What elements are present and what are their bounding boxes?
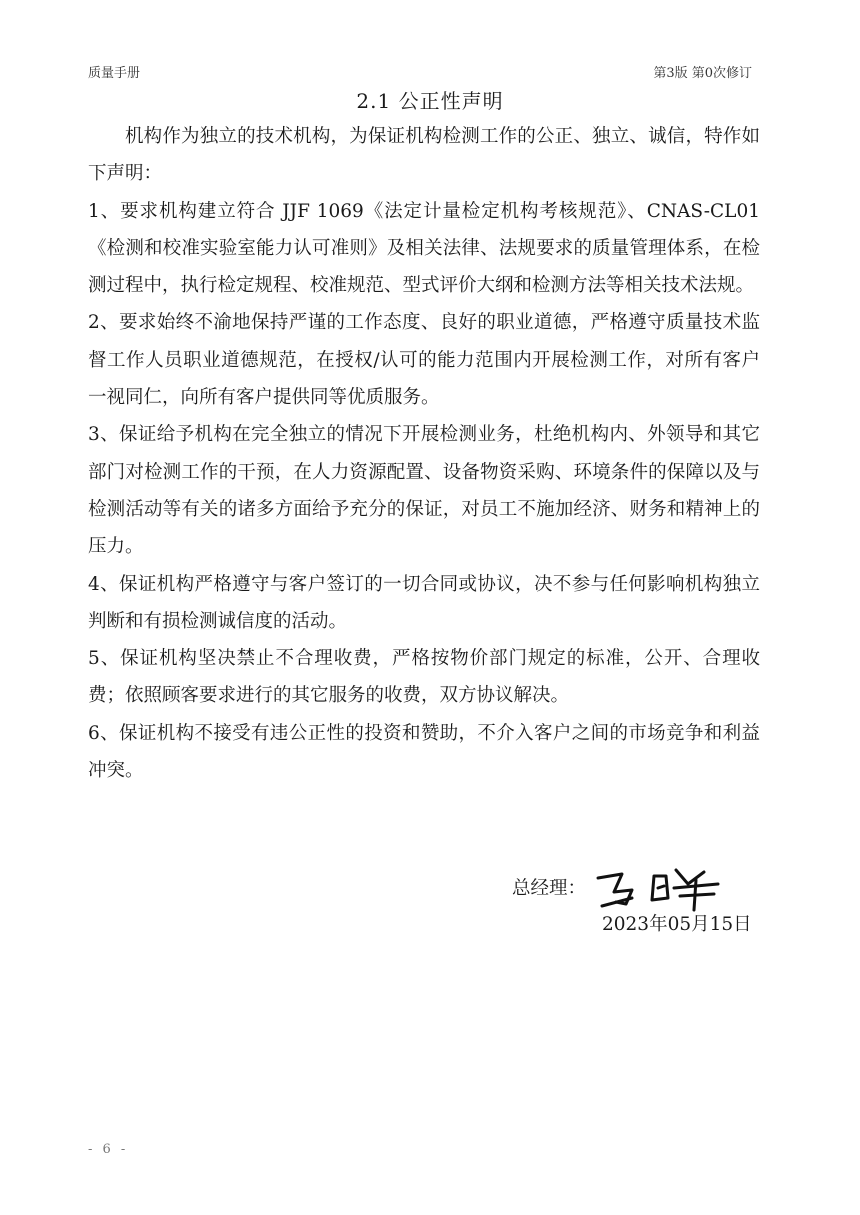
statement-item-5: 5、保证机构坚决禁止不合理收费，严格按物价部门规定的标准，公开、合理收费；依照顾客要求进行的其它服务的收费，双方协议解决。	[88, 648, 760, 707]
page-number: - 6 -	[88, 1142, 129, 1157]
statement-item-2: 2、要求始终不渝地保持严谨的工作态度、良好的职业道德，严格遵守质量技术监督工作人员职业道德规范，在授权/认可的能力范围内开展检测工作，对所有客户一视同仁，向所有客户提供同等优质服务。	[88, 312, 760, 409]
statement-item-6: 6、保证机构不接受有违公正性的投资和赞助，不介入客户之间的市场竞争和利益冲突。	[88, 722, 760, 782]
statement-item-1: 1、要求机构建立符合 JJF 1069《法定计量检定机构考核规范》、CNAS-CL01《检测和校准实验室能力认可准则》及相关法律、法规要求的质量管理体系，在检测过程中，执行检定规程、校准规范、型式评价大纲和检测方法等相关技术法规。	[88, 200, 760, 297]
page-title: 2.1 公正性声明	[356, 89, 504, 113]
statement-item-3: 3、保证给予机构在完全独立的情况下开展检测业务，杜绝机构内、外领导和其它部门对检测工作的干预，在人力资源配置、设备物资采购、环境条件的保障以及与检测活动等有关的诸多方面给予充分的保证，对员工不施加经济、财务和精神上的压力。	[88, 424, 760, 558]
statement-item-4: 4、保证机构严格遵守与客户签订的一切合同或协议，决不参与任何影响机构独立判断和有损检测诚信度的活动。	[88, 573, 760, 632]
intro-paragraph: 机构作为独立的技术机构，为保证机构检测工作的公正、独立、诚信，特作如下声明：	[88, 126, 760, 185]
handwritten-signature	[592, 862, 732, 912]
header-right-text: 第3版 第0次修订	[653, 66, 752, 81]
signature-date: 2023年05月15日	[602, 914, 752, 935]
signature-label: 总经理：	[512, 878, 587, 899]
signature-block	[512, 862, 732, 912]
document-body	[88, 118, 760, 789]
header-left-text: 质量手册	[88, 66, 141, 81]
